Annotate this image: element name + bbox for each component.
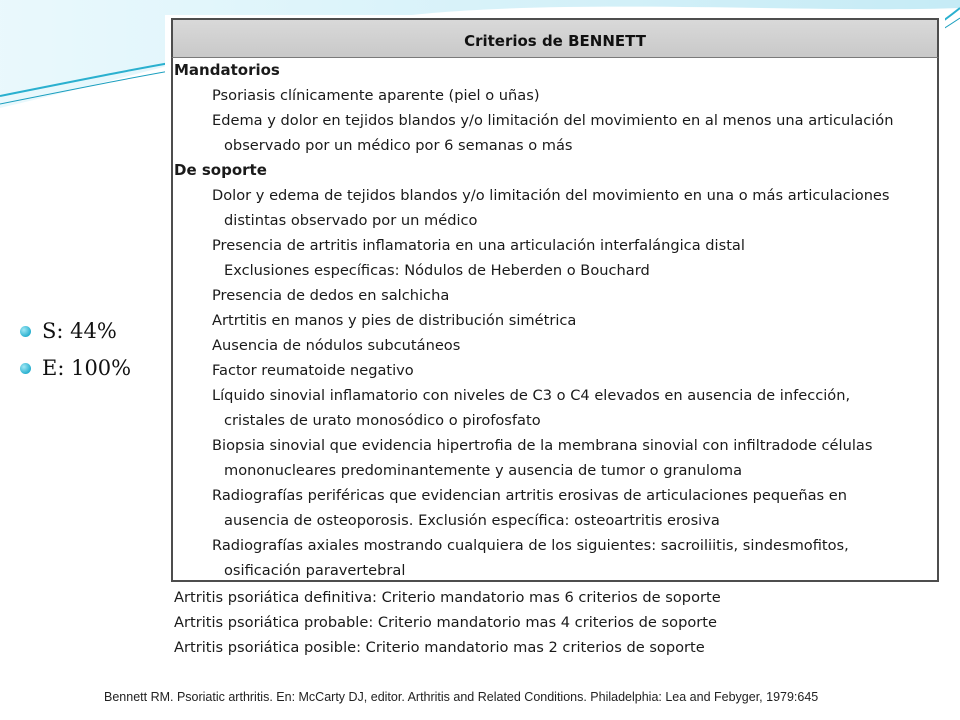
- criterion-line: Factor reumatoide negativo: [212, 362, 414, 379]
- section-heading-de-soporte: De soporte: [174, 161, 267, 179]
- criterion-line: Psoriasis clínicamente aparente (piel o uñas): [212, 87, 540, 104]
- criterion-line: Dolor y edema de tejidos blandos y/o limitación del movimiento en una o más articulaciones: [212, 187, 890, 204]
- criterion-line-continued: distintas observado por un médico: [224, 212, 478, 229]
- section-heading-mandatorios: Mandatorios: [174, 61, 280, 79]
- reference-citation: Bennett RM. Psoriatic arthritis. En: McCarty DJ, editor. Arthritis and Related Conditions. Philadelphia: Lea and Febyger, 1979:645: [104, 690, 819, 704]
- conclusion-posible: Artritis psoriática posible: Criterio mandatorio mas 2 criterios de soporte: [174, 639, 705, 656]
- criterion-line-continued: osificación paravertebral: [224, 562, 406, 579]
- sensitivity-item: [20, 316, 131, 353]
- sensitivity-label: S: 44%: [42, 319, 117, 343]
- specificity-label: E: 100%: [42, 356, 132, 380]
- criterion-line-continued: observado por un médico por 6 semanas o más: [224, 137, 573, 154]
- bennett-criteria-table: [165, 15, 945, 660]
- bullet-icon: [20, 363, 31, 374]
- specificity-item: [20, 353, 131, 390]
- criterion-line: Radiografías periféricas que evidencian artritis erosivas de articulaciones pequeñas en: [212, 487, 848, 504]
- criterion-line-continued: Exclusiones específicas: Nódulos de Heberden o Bouchard: [224, 262, 650, 279]
- table-title: Criterios de BENNETT: [464, 31, 646, 50]
- criterion-line: Ausencia de nódulos subcutáneos: [212, 337, 461, 354]
- criterion-line-continued: ausencia de osteoporosis. Exclusión específica: osteoartritis erosiva: [224, 512, 720, 529]
- conclusion-probable: Artritis psoriática probable: Criterio mandatorio mas 4 criterios de soporte: [174, 614, 717, 631]
- criterion-line: Radiografías axiales mostrando cualquiera de los siguientes: sacroiliitis, sindesmofitos,: [212, 537, 849, 554]
- criterion-line: Biopsia sinovial que evidencia hipertrofia de la membrana sinovial con infiltradode células: [212, 437, 873, 454]
- criterion-line-continued: mononucleares predominantemente y ausencia de tumor o granuloma: [224, 462, 743, 479]
- criterion-line-continued: cristales de urato monosódico o pirofosfato: [224, 412, 541, 429]
- conclusion-definitiva: Artritis psoriática definitiva: Criterio mandatorio mas 6 criterios de soporte: [174, 589, 721, 606]
- stats-list: [20, 316, 131, 390]
- criterion-line: Presencia de artritis inflamatoria en una articulación interfalángica distal: [212, 237, 745, 254]
- table-header: [171, 18, 939, 58]
- bullet-icon: [20, 326, 31, 337]
- criterion-line: Líquido sinovial inflamatorio con niveles de C3 o C4 elevados en ausencia de infección,: [212, 387, 851, 404]
- criterion-line: Edema y dolor en tejidos blandos y/o limitación del movimiento en al menos una articulación: [212, 112, 894, 129]
- criterion-line: Presencia de dedos en salchicha: [212, 287, 450, 304]
- criterion-line: Artrtitis en manos y pies de distribución simétrica: [212, 312, 577, 329]
